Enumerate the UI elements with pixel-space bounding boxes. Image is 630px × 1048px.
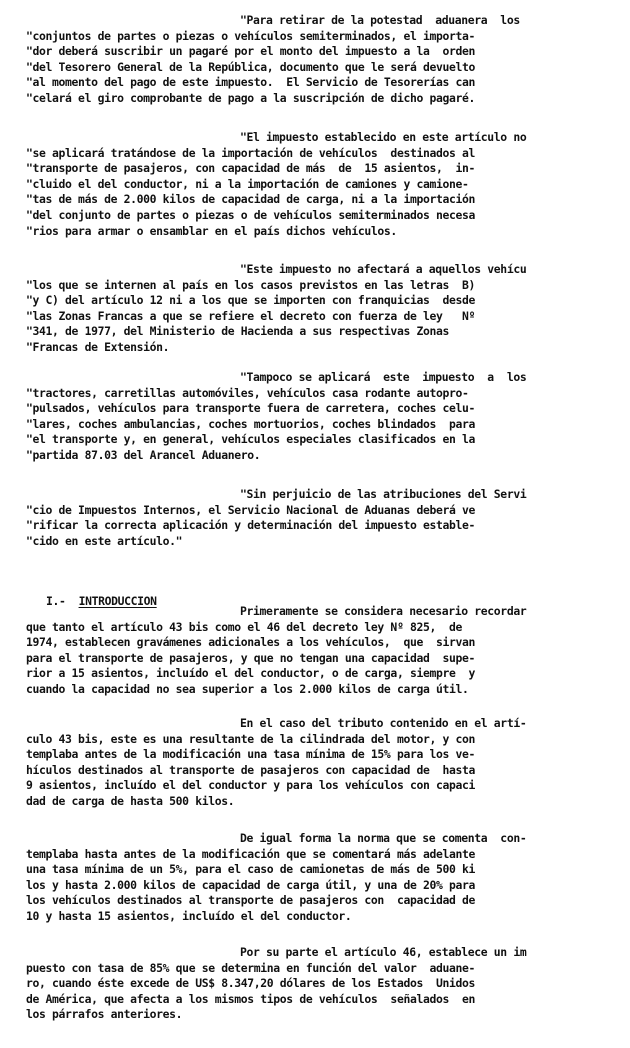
- quoted-paragraph-customs-custody: [26, 13, 616, 107]
- text-line: templaba hasta antes de la modificación que se comentará más adelante: [26, 846, 476, 861]
- text-line: 10 y hasta 15 asientos, incluído el del conductor.: [26, 908, 352, 923]
- text-line: "Sin perjuicio de las atribuciones del Servi: [240, 487, 527, 501]
- text-line: 1974, establecen gravámenes adicionales a los vehículos, que sirvan: [26, 635, 476, 650]
- section-number: I.-: [46, 593, 66, 608]
- text-line: rior a 15 asientos, incluído el del conductor, o de carga, siempre y: [26, 666, 476, 681]
- text-line: "cluido el del conductor, ni a la importación de camiones y camione-: [26, 176, 469, 191]
- text-line: "al momento del pago de este impuesto. El Servicio de Tesorerías can: [26, 75, 476, 90]
- body-paragraph-article-46: [26, 945, 616, 1023]
- text-line: "pulsados, vehículos para transporte fuera de carretera, coches celu-: [26, 401, 476, 416]
- text-line: "tractores, carretillas automóviles, vehículos casa rodante autopro-: [26, 385, 469, 400]
- text-line: "dor deberá suscribir un pagaré por el monto del impuesto a la orden: [26, 44, 476, 59]
- quoted-paragraph-free-zones: [26, 262, 616, 356]
- text-line: "las Zonas Francas a que se refiere el decreto con fuerza de ley Nº: [26, 308, 476, 323]
- text-line: "el transporte y, en general, vehículos especiales clasificados en la: [26, 432, 476, 447]
- section-title: INTRODUCCION: [78, 593, 157, 608]
- text-line: "transporte de pasajeros, con capacidad de más de 15 asientos, in-: [26, 161, 476, 176]
- text-line: "Tampoco se aplicará este impuesto a los: [240, 370, 527, 384]
- text-line: hículos destinados al transporte de pasajeros con capacidad de hasta: [26, 762, 476, 777]
- text-line: De igual forma la norma que se comenta con-: [240, 831, 527, 845]
- text-line: puesto con tasa de 85% que se determina en función del valor aduane-: [26, 960, 476, 975]
- text-line: "celará el giro comprobante de pago a la suscripción de dicho pagaré.: [26, 90, 476, 105]
- body-paragraph-article-43-bis: [26, 716, 616, 810]
- text-line: Por su parte el artículo 46, establece un im: [240, 945, 527, 959]
- text-line: una tasa mínima de un 5%, para el caso de camionetas de más de 500 ki: [26, 862, 476, 877]
- text-line: para el transporte de pasajeros, y que no tengan una capacidad supe-: [26, 650, 476, 665]
- text-line: ro, cuando éste excede de US$ 8.347,20 dólares de los Estados Unidos: [26, 976, 476, 991]
- text-line: "El impuesto establecido en este artículo no: [240, 130, 527, 144]
- text-line: 9 asientos, incluído el del conductor y para los vehículos con capaci: [26, 778, 476, 793]
- text-line: "del conjunto de partes o piezas o de vehículos semiterminados necesa: [26, 207, 476, 222]
- quoted-paragraph-customs-service: [26, 487, 616, 549]
- text-line: de América, que afecta a los mismos tipos de vehículos señalados en: [26, 991, 476, 1006]
- text-line: "los que se internen al país en los casos previstos en las letras B): [26, 277, 476, 292]
- text-line: "rificar la correcta aplicación y determinación del impuesto estable-: [26, 518, 476, 533]
- quoted-paragraph-special-vehicles: [26, 370, 616, 464]
- text-line: que tanto el artículo 43 bis como el 46 del decreto ley Nº 825, de: [26, 619, 463, 634]
- text-line: "se aplicará tratándose de la importación de vehículos destinados al: [26, 145, 476, 160]
- text-line: los vehículos destinados al transporte de pasajeros con capacidad de: [26, 893, 476, 908]
- text-line: "del Tesorero General de la República, documento que le será devuelto: [26, 59, 476, 74]
- text-line: "conjuntos de partes o piezas o vehículos semiterminados, el importa-: [26, 28, 476, 43]
- text-line: "tas de más de 2.000 kilos de capacidad de carga, ni a la importación: [26, 192, 476, 207]
- body-paragraph-minimum-rates: [26, 831, 616, 925]
- text-line: "cido en este artículo.": [26, 533, 183, 548]
- text-line: cuando la capacidad no sea superior a los 2.000 kilos de carga útil.: [26, 681, 469, 696]
- text-line: "341, de 1977, del Ministerio de Hacienda a sus respectivas Zonas: [26, 324, 450, 339]
- text-line: "Este impuesto no afectará a aquellos vehícu: [240, 262, 527, 276]
- text-line: "Para retirar de la potestad aduanera los: [240, 13, 520, 27]
- text-line: los párrafos anteriores.: [26, 1007, 183, 1022]
- text-line: los y hasta 2.000 kilos de capacidad de carga útil, y una de 20% para: [26, 877, 476, 892]
- text-line: "rios para armar o ensamblar en el país dichos vehículos.: [26, 223, 397, 238]
- text-line: "Francas de Extensión.: [26, 339, 170, 354]
- text-line: templaba antes de la modificación una tasa mínima de 15% para los ve-: [26, 747, 476, 762]
- body-paragraph-introduction: [26, 604, 616, 698]
- text-line: "lares, coches ambulancias, coches mortuorios, coches blindados para: [26, 416, 476, 431]
- text-line: culo 43 bis, este es una resultante de la cilindrada del motor, y con: [26, 731, 476, 746]
- text-line: "cio de Impuestos Internos, el Servicio Nacional de Aduanas deberá ve: [26, 502, 476, 517]
- text-line: En el caso del tributo contenido en el artí-: [240, 716, 527, 730]
- text-line: dad de carga de hasta 500 kilos.: [26, 793, 235, 808]
- text-line: Primeramente se considera necesario recordar: [240, 604, 527, 618]
- quoted-paragraph-tax-exemptions: [26, 130, 616, 239]
- text-line: "partida 87.03 del Arancel Aduanero.: [26, 447, 261, 462]
- text-line: "y C) del artículo 12 ni a los que se importen con franquicias desde: [26, 293, 476, 308]
